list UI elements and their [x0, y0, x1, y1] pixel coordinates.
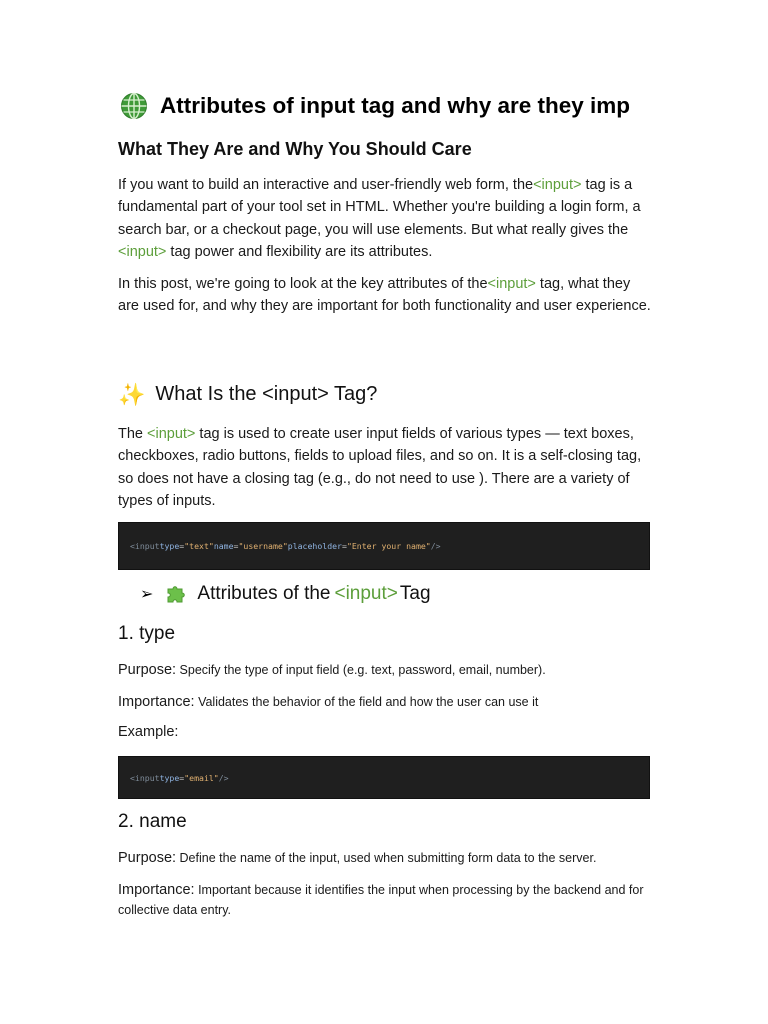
section-heading-attributes: ➢ Attributes of the <input> Tag	[140, 583, 431, 604]
arrow-bullet-icon: ➢	[140, 586, 154, 603]
code-block-example: <input type = "text" name = "username" placeholder = "Enter your name" />	[118, 522, 650, 570]
item-importance: Importance: Validates the behavior of the field and how the user can use it	[118, 694, 539, 710]
puzzle-piece-icon	[165, 583, 187, 605]
item-title: 1. type	[118, 623, 176, 644]
item-purpose: Purpose: Specify the type of input field (e.g. text, password, email, number).	[118, 662, 546, 678]
section-heading-input-tag: ✨ What Is the <input> Tag?	[118, 381, 378, 407]
intro-paragraph-2: In this post, we're going to look at the key attributes of the<input> tag, what they are used for, and why they are important for both functionality and user experience.	[118, 276, 651, 315]
inline-tag: <input>	[118, 244, 167, 261]
globe-icon	[120, 92, 148, 120]
inline-tag: <input>	[487, 276, 536, 292]
item-title: 2. name	[118, 811, 187, 832]
item-purpose: Purpose: Define the name of the input, used when submitting form data to the server.	[118, 850, 597, 866]
section-paragraph: The <input> tag is used to create user input fields of various types — text boxes, checkboxes, radio buttons, fields to upload files, and so on. It is a self-closing tag, so does not have a closing tag (e.g., do not need to use ). There are a variety of types of inputs.	[118, 426, 642, 510]
page-title-text: Attributes of input tag and why are they imp	[160, 93, 631, 118]
item-example-label: Example:	[118, 724, 179, 740]
item-importance: Importance: Important because it identifies the input when processing by the backend and for collective data entry.	[118, 882, 644, 917]
page-subtitle: What They Are and Why You Should Care	[118, 139, 472, 159]
inline-tag: <input>	[147, 426, 196, 442]
inline-tag: <input>	[533, 177, 582, 193]
intro-paragraph-1: If you want to build an interactive and user-friendly web form, the<input> tag is a fundamental part of your tool set in HTML. Whether you're building a login form, a search bar, or a checkout page, you will use elements. But what really gives the <input> tag power and flexibility are its attributes.	[118, 177, 641, 261]
page-title	[120, 92, 630, 120]
sparkles-icon: ✨	[118, 381, 146, 407]
inline-tag: <input>	[334, 583, 398, 604]
code-block-type: <input type = "email" />	[118, 756, 650, 799]
